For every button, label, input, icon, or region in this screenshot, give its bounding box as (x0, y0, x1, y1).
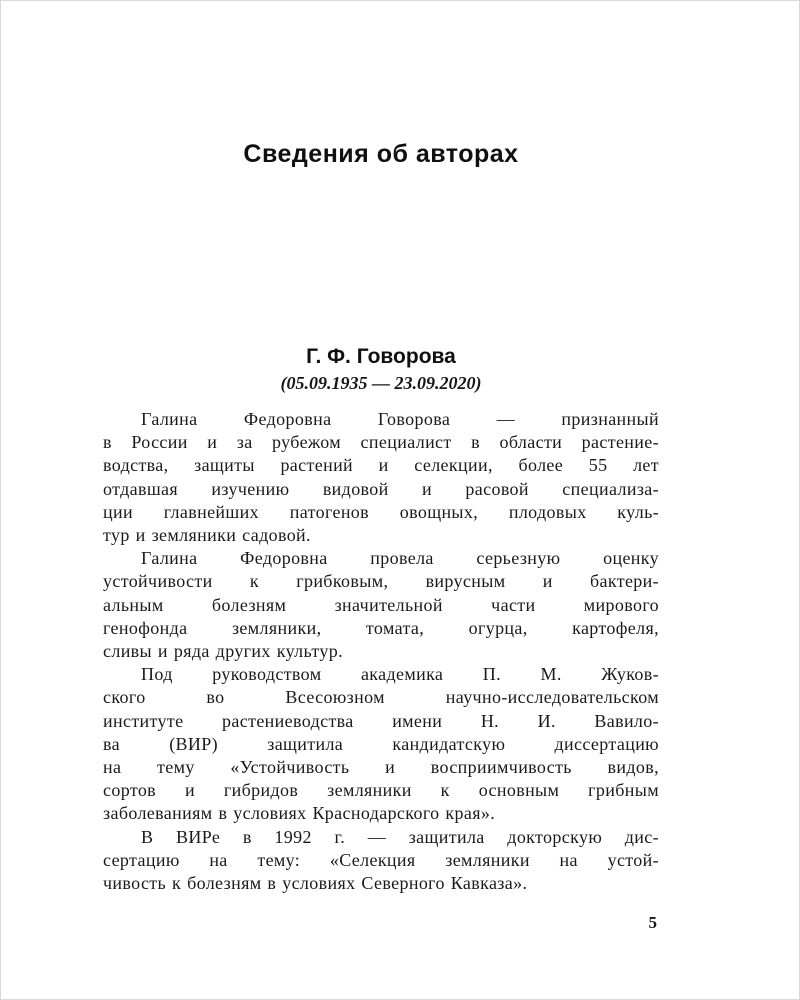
text-line: сливы и ряда других культур. (103, 641, 343, 662)
text-line: ции главнейших патогенов овощных, плодовых куль- (103, 501, 659, 522)
body-paragraph (103, 826, 659, 896)
text-line: ского во Всесоюзном научно-исследовательском (103, 687, 659, 708)
body-paragraph (103, 547, 659, 663)
text-line: водства, защиты растений и селекции, более 55 лет (103, 455, 659, 476)
text-line: устойчивости к грибковым, вирусным и бактери- (103, 571, 659, 592)
body-paragraph (103, 408, 659, 547)
section-title: Сведения об авторах (243, 140, 519, 168)
text-line: сортов и гибридов земляники к основным грибным (103, 780, 659, 801)
text-line: тур и земляники садовой. (103, 525, 311, 546)
body-paragraph (103, 663, 659, 825)
text-line: генофонда земляники, томата, огурца, картофеля, (103, 617, 659, 638)
text-line: В ВИРе в 1992 г. — защитила докторскую дис- (141, 826, 659, 847)
text-line: институте растениеводства имени Н. И. Вавило- (103, 710, 659, 731)
body-text (103, 408, 659, 895)
text-line: в России и за рубежом специалист в области растение- (103, 432, 659, 453)
text-line: альным болезням значительной части мирового (103, 594, 659, 615)
text-line: Галина Федоровна Говорова — признанный (141, 409, 659, 429)
page-number: 5 (648, 913, 657, 932)
text-line: ва (ВИР) защитила кандидатскую диссертацию (103, 733, 659, 754)
text-block (103, 1, 659, 895)
author-dates: (05.09.1935 — 23.09.2020) (280, 373, 482, 393)
text-line: отдавшая изучению видовой и расовой специализа- (103, 478, 659, 499)
text-line: Галина Федоровна провела серьезную оценку (141, 548, 659, 569)
text-line: на тему «Устойчивость и восприимчивость видов, (103, 757, 659, 778)
text-line: Под руководством академика П. М. Жуков- (141, 664, 659, 685)
text-line: чивость к болезням в условиях Северного Кавказа». (103, 873, 528, 894)
text-line: сертацию на тему: «Селекция земляники на устой- (103, 849, 659, 870)
text-line: заболеваниям в условиях Краснодарского края». (103, 803, 496, 824)
author-name: Г. Ф. Говорова (306, 345, 456, 368)
